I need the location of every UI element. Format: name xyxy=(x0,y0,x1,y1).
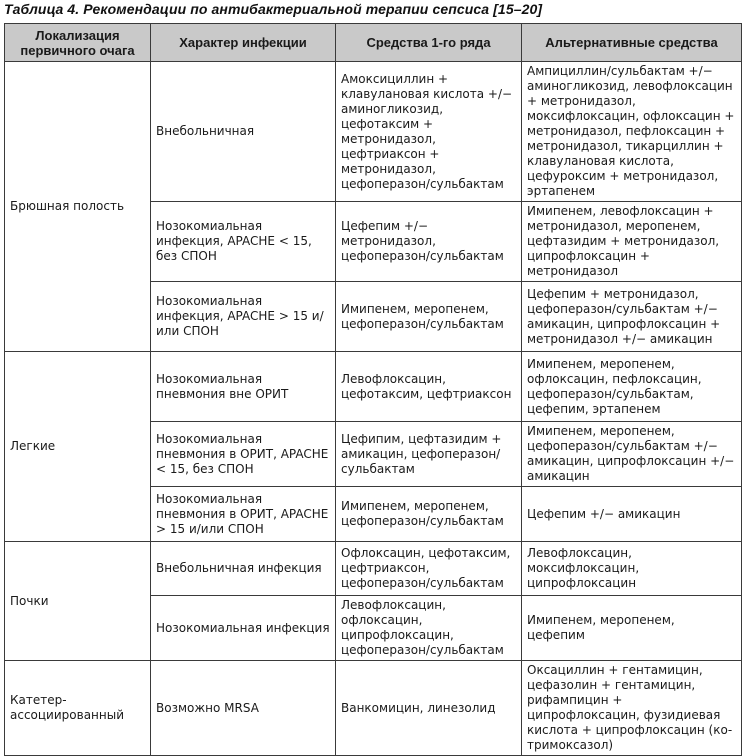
infection-cell: Нозокомиальная инфекция xyxy=(151,596,336,661)
first-line-cell: Офлоксацин, цефотаксим, цефтриаксон, цефоперазон/сульбактам xyxy=(336,542,522,596)
first-line-cell: Цефипим, цефтазидим + амикацин, цефоперазон/сульбактам xyxy=(336,422,522,487)
first-line-cell: Левофлоксацин, офлоксацин, ципрофлоксацин, цефоперазон/сульбактам xyxy=(336,596,522,661)
first-line-cell: Имипенем, меропенем, цефоперазон/сульбактам xyxy=(336,282,522,352)
table-row xyxy=(5,542,742,596)
infection-cell: Возможно MRSA xyxy=(151,661,336,756)
first-line-cell: Амоксициллин + клавулановая кислота +/− аминогликозид, цефотаксим + метронидазол, цефтриаксон + метронидазол, цефоперазон/сульбактам xyxy=(336,62,522,202)
alternative-cell: Имипенем, меропенем, цефоперазон/сульбактам +/− амикацин, ципрофлоксацин +/− амикацин xyxy=(522,422,742,487)
header-row xyxy=(5,24,742,62)
infection-cell: Нозокомиальная инфекция, APACHE > 15 и/или СПОН xyxy=(151,282,336,352)
localization-cell: Легкие xyxy=(5,352,151,542)
first-line-cell: Ванкомицин, линезолид xyxy=(336,661,522,756)
infection-cell: Нозокомиальная пневмония вне ОРИТ xyxy=(151,352,336,422)
table-row xyxy=(5,661,742,756)
localization-cell: Катетер-ассоциированный xyxy=(5,661,151,756)
alternative-cell: Имипенем, левофлоксацин + метронидазол, меропенем, цефтазидим + метронидазол, ципрофлоксацин + метронидазол xyxy=(522,202,742,282)
alternative-cell: Оксациллин + гентамицин, цефазолин + гентамицин, рифампицин + ципрофлоксацин, фузидиевая кислота + ципрофлоксацин (ко-тримоксазол) xyxy=(522,661,742,756)
table-caption: Таблица 4. Рекомендации по антибактериальной терапии сепсиса [15–20] xyxy=(4,1,543,17)
header-localization: Локализация первичного очага xyxy=(5,24,151,62)
first-line-cell: Имипенем, меропенем, цефоперазон/сульбактам xyxy=(336,487,522,542)
header-alternative: Альтернативные средства xyxy=(522,24,742,62)
alternative-cell: Левофлоксацин, моксифлоксацин, ципрофлоксацин xyxy=(522,542,742,596)
alternative-cell: Ампициллин/сульбактам +/− аминогликозид, левофлоксацин + метронидазол, моксифлоксацин, офлоксацин + метронидазол, пефлоксацин + метронидазол, тикарциллин + клавулановая кислота, цефуроксим + метронидазол, эртапенем xyxy=(522,62,742,202)
alternative-cell: Цефепим +/− амикацин xyxy=(522,487,742,542)
antibacterial-therapy-table xyxy=(4,23,742,756)
infection-cell: Внебольничная инфекция xyxy=(151,542,336,596)
localization-cell: Почки xyxy=(5,542,151,661)
first-line-cell: Левофлоксацин, цефотаксим, цефтриаксон xyxy=(336,352,522,422)
header-infection: Характер инфекции xyxy=(151,24,336,62)
first-line-cell: Цефепим +/− метронидазол, цефоперазон/сульбактам xyxy=(336,202,522,282)
alternative-cell: Имипенем, меропенем, офлоксацин, пефлоксацин, цефоперазон/сульбактам, цефепим, эртапенем xyxy=(522,352,742,422)
infection-cell: Внебольничная xyxy=(151,62,336,202)
alternative-cell: Цефепим + метронидазол, цефоперазон/сульбактам +/− амикацин, ципрофлоксацин + метронидазол +/− амикацин xyxy=(522,282,742,352)
infection-cell: Нозокомиальная пневмония в ОРИТ, APACHE < 15, без СПОН xyxy=(151,422,336,487)
infection-cell: Нозокомиальная пневмония в ОРИТ, APACHE > 15 и/или СПОН xyxy=(151,487,336,542)
infection-cell: Нозокомиальная инфекция, APACHE < 15, без СПОН xyxy=(151,202,336,282)
header-first-line: Средства 1-го ряда xyxy=(336,24,522,62)
table-row xyxy=(5,62,742,202)
alternative-cell: Имипенем, меропенем, цефепим xyxy=(522,596,742,661)
localization-cell: Брюшная полость xyxy=(5,62,151,352)
table-row xyxy=(5,352,742,422)
